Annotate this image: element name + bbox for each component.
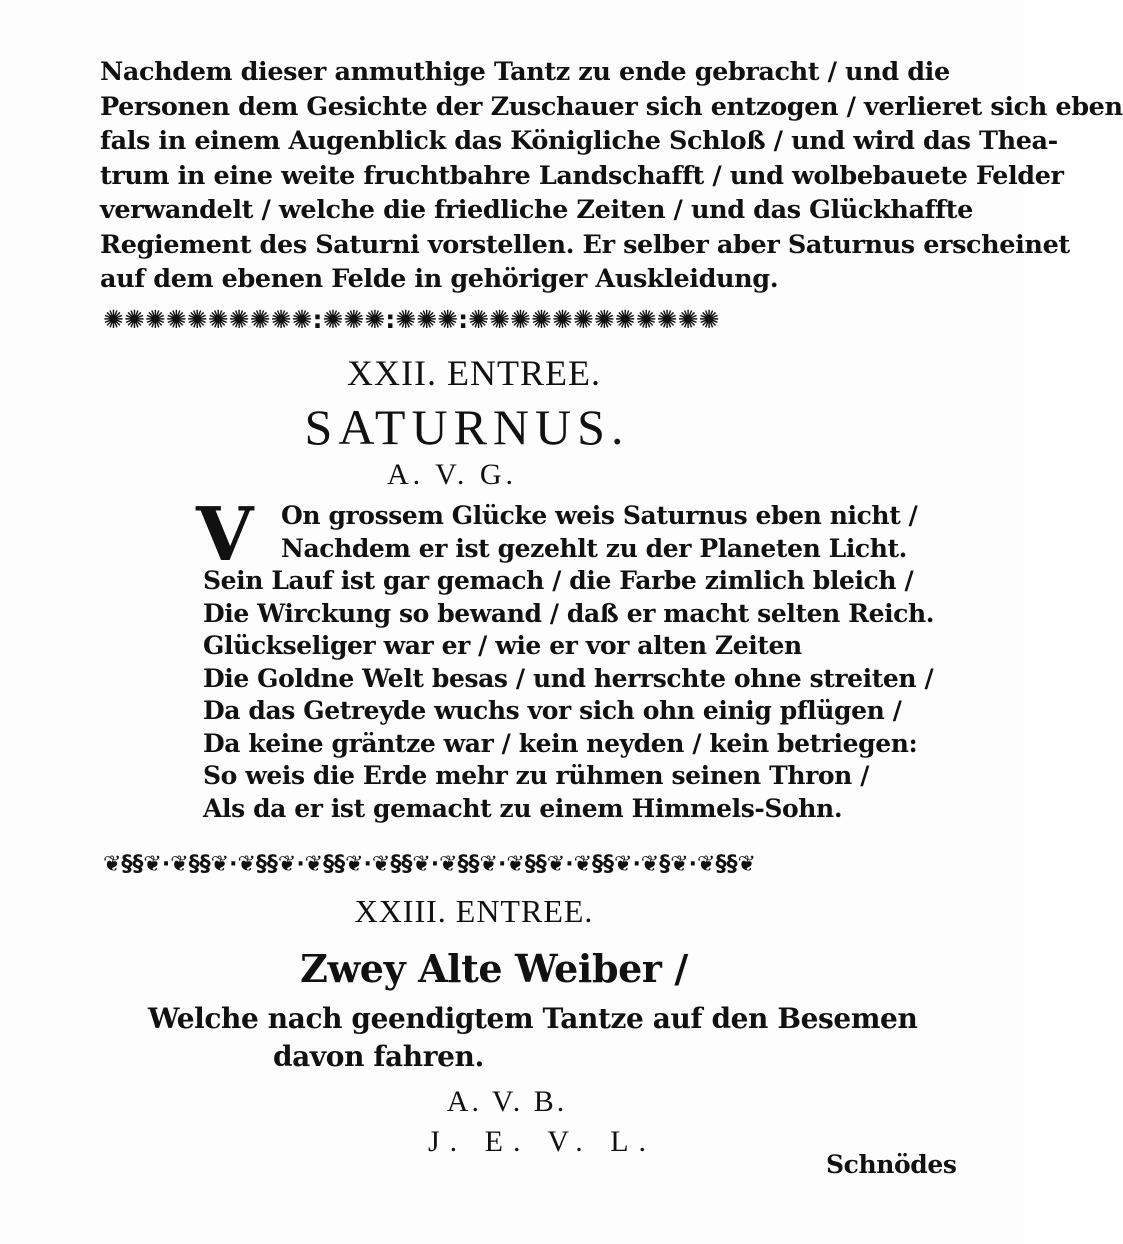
intro-line: verwandelt / welche die friedliche Zeiten / und das Glückhaffte xyxy=(100,195,973,225)
ornament-divider-bottom: ❦§§❦·❦§§❦·❦§§❦·❦§§❦·❦§§❦·❦§§❦·❦§§❦·❦§§❦·❦§❦·❦§§❦ xyxy=(103,852,756,877)
subtitle-line: Welche nach geendigtem Tantze auf den Besemen xyxy=(148,1002,918,1035)
poem-line: Die Goldne Welt besas / und herrschte ohne streiten / xyxy=(203,663,934,693)
poem-line: Nachdem er ist gezehlt zu der Planeten Licht. xyxy=(281,533,907,563)
intro-line: trum in eine weite fruchtbahre Landschafft / und wolbebauete Felder xyxy=(100,160,1064,191)
entree-title: SATURNUS. xyxy=(304,399,630,455)
poem-line: Sein Lauf ist gar gemach / die Farbe zimlich bleich / xyxy=(203,566,914,595)
entree-title: Zwey Alte Weiber / xyxy=(300,946,688,991)
poem-line: Die Wirckung so bewand / daß er macht selten Reich. xyxy=(203,598,935,628)
drop-cap: V xyxy=(196,492,254,578)
performer-initials: J. E. V. L. xyxy=(427,1125,657,1158)
poem-line: So weis die Erde mehr zu rühmen seinen Thron / xyxy=(203,761,869,790)
intro-line: Nachdem dieser anmuthige Tantz zu ende gebracht / und die xyxy=(100,57,950,87)
entree-subtitle xyxy=(148,1000,917,1076)
performer-initials: A. V. G. xyxy=(386,458,518,491)
entree-heading: XXIII. ENTREE. xyxy=(354,893,594,929)
poem-line: Da keine gräntze war / kein neyden / kein betriegen: xyxy=(203,728,918,758)
intro-line: fals in einem Augenblick das Königliche Schloß / und wird das Thea- xyxy=(100,126,1058,156)
ornament-divider-top: ✺✺✺✺✺✺✺✺✺✺:✺✺✺:✺✺✺:✺✺✺✺✺✺✺✺✺✺✺✺ xyxy=(103,305,720,334)
poem-line: Da das Getreyde wuchs vor sich ohn einig pflügen / xyxy=(203,696,902,725)
intro-line: auf dem ebenen Felde in gehöriger Auskleidung. xyxy=(100,264,779,294)
entree-heading: XXII. ENTREE. xyxy=(347,353,601,393)
intro-paragraph xyxy=(100,55,1123,297)
poem-line: Als da er ist gemacht zu einem Himmels-Sohn. xyxy=(203,793,843,823)
subtitle-line: davon fahren. xyxy=(273,1040,484,1073)
intro-line: Personen dem Gesichte der Zuschauer sich entzogen / verlieret sich eben xyxy=(100,91,1123,122)
poem-line: On grossem Glücke weis Saturnus eben nicht / xyxy=(281,501,918,530)
poem-line: Glückseliger war er / wie er vor alten Zeiten xyxy=(203,631,802,660)
poem xyxy=(203,500,935,825)
intro-line: Regiement des Saturni vorstellen. Er selber aber Saturnus erscheinet xyxy=(100,229,1070,260)
catchword: Schnödes xyxy=(826,1150,957,1179)
performer-initials: A. V. B. xyxy=(446,1085,568,1118)
